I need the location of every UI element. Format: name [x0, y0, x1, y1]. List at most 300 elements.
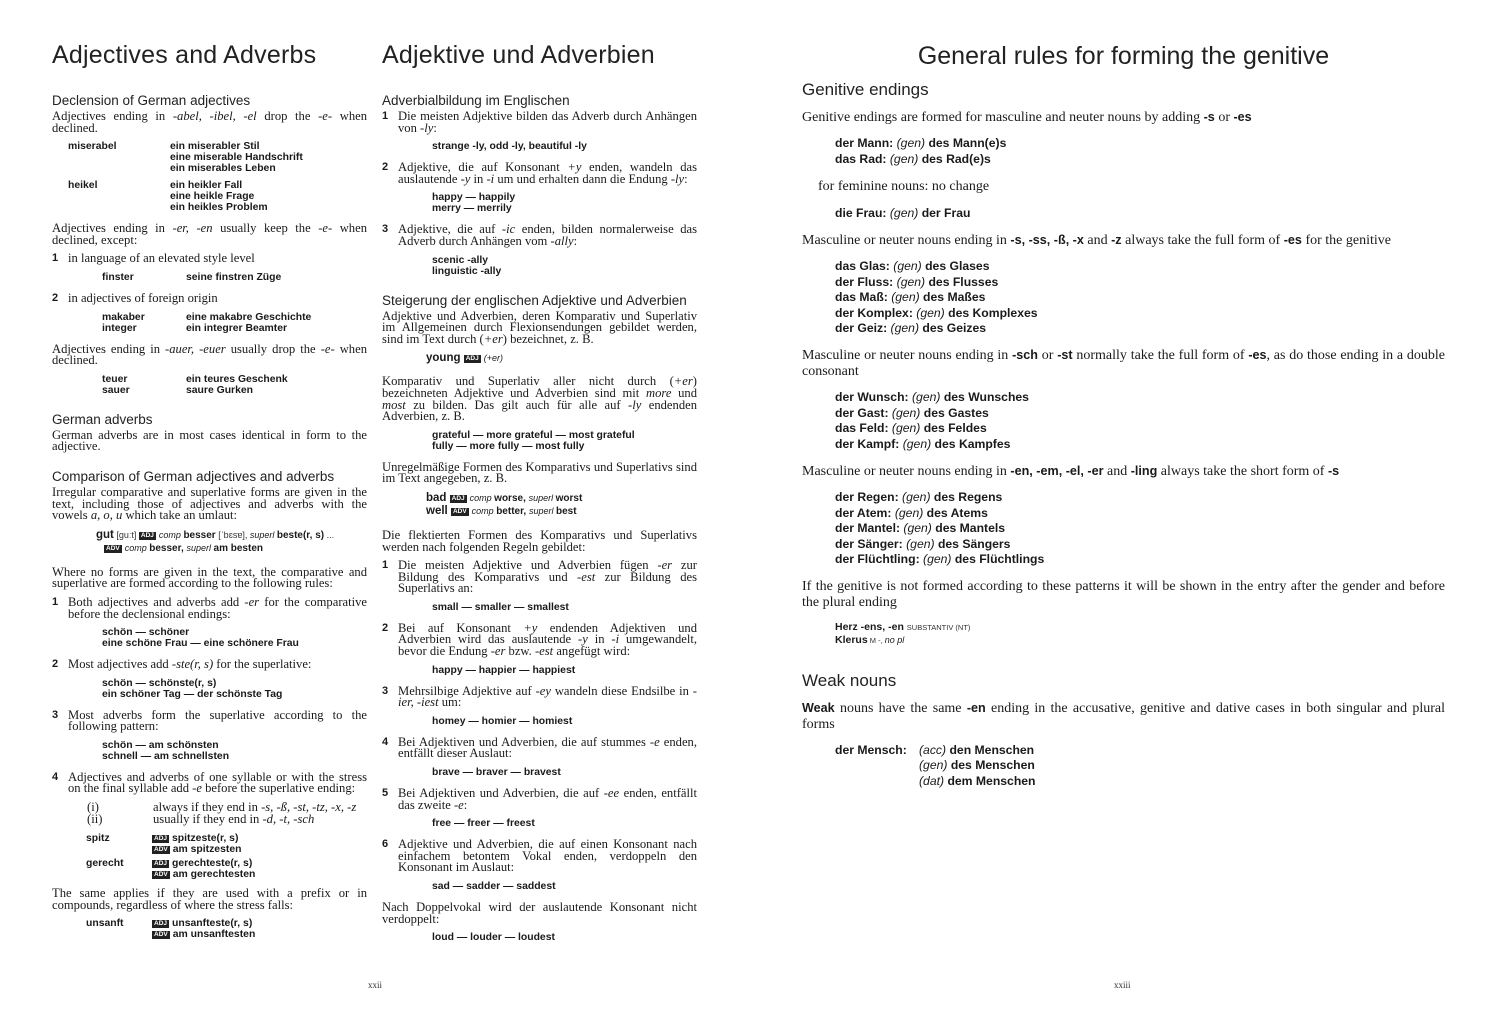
italic-text: more [646, 385, 672, 400]
text-run: Bei Adjektiven und Adverbien, die auf [398, 786, 604, 801]
rule-number: 1 [382, 559, 389, 572]
text-run: before the superlative ending: [201, 781, 356, 796]
adv-label: ADV [154, 871, 168, 879]
example-form: ein miserables Leben [170, 163, 276, 175]
italic-text: +y [523, 620, 538, 635]
numbered-rule [382, 788, 697, 811]
text-run: happy — happier — happiest [432, 664, 576, 676]
example-line [835, 552, 1445, 567]
superlative-forms [152, 918, 255, 940]
italic-text: (gen) [911, 390, 941, 405]
text-run: Adjektive, die auf Konsonant [398, 160, 568, 175]
rule-number: 2 [52, 291, 59, 304]
rule-number: 1 [382, 110, 389, 122]
text-run: des Mantels [931, 521, 1006, 536]
small-text: [ˈbɛsɐ], [215, 529, 250, 540]
italic-text: (gen) [896, 274, 926, 289]
example-form: eine makabre Geschichte [186, 311, 312, 323]
text-run: Adjektive und Adverbien, die auf einen Konsonant nach einfachem betontem Vokal enden, verdoppeln den Konsonant im Auslaut: [398, 837, 697, 875]
example-line [102, 638, 367, 649]
condition-numeral: (ii) [87, 811, 103, 826]
italic-text: -er [657, 558, 673, 573]
text-run: der Komplex: [835, 305, 917, 320]
example-line [835, 390, 1445, 405]
rule-number: 2 [382, 621, 389, 634]
text-run: : [433, 120, 437, 135]
text-run: den Menschen [946, 742, 1035, 757]
rule-number: 4 [52, 770, 59, 783]
italic-text: -auer, -euer [165, 341, 226, 356]
italic-text: (gen) [889, 151, 919, 166]
example-line [835, 321, 1445, 336]
rule-number: 1 [52, 595, 59, 608]
left-page-column-german [382, 40, 697, 953]
example-block [432, 430, 697, 452]
example-form: ein heikler Fall [170, 180, 243, 192]
example-table [52, 374, 367, 396]
text-run: The same applies if they are used with a prefix or in compounds, regardless of where the stress falls: [52, 886, 367, 912]
italic-text: most [382, 397, 406, 412]
text-run: Unregelmäßige Formen des Komparativs und Superlativs sind im Text angegeben, z. B. [382, 459, 697, 486]
adv-superlative: am gerechtesten [172, 869, 256, 881]
paragraph [382, 459, 697, 486]
bold-text: besser, [149, 542, 187, 554]
bold-text: -es [1283, 233, 1302, 248]
italic-text: -ier, -iest [398, 683, 697, 710]
headword: gut [96, 528, 114, 541]
italic-text: -er [490, 644, 506, 659]
text-run: der Geiz: [835, 321, 891, 336]
text-run: Nach Doppelvokal wird der auslautende Konsonant nicht verdoppelt: [382, 900, 697, 926]
example-table [52, 141, 367, 213]
text-run: small — smaller — smallest [432, 601, 569, 613]
example-line [835, 406, 1445, 421]
numbered-rule [382, 560, 697, 595]
example-line [835, 206, 1445, 221]
text-run: Mehrsilbige Adjektive auf [398, 683, 536, 698]
text-run: Adjektive, die auf [398, 222, 502, 237]
text-run: Die flektierten Formen des Komparativs und Superlativs werden nach folgenden Regeln gebildet: [382, 527, 697, 554]
adj-superlative: gerechteste(r, s) [172, 858, 253, 870]
bold-text: Herz [835, 621, 858, 634]
text-run: grateful — more grateful — most grateful [432, 429, 635, 441]
text-run: If the genitive is not formed according to these patterns it will be shown in the entry after the gender and before the plural ending [802, 579, 1445, 610]
adjective-form [152, 858, 255, 869]
italic-text: superl [528, 505, 556, 516]
example-block [432, 932, 697, 943]
paragraph [382, 527, 697, 554]
italic-text: -y [578, 632, 588, 647]
text-run: Die meisten Adjektive bilden das Adverb durch Anhängen von [398, 109, 697, 135]
declension-noun: der Mensch: [835, 742, 907, 757]
text-run: for feminine nouns: no change [818, 179, 990, 195]
example-forms [186, 323, 287, 334]
bold-text: -s [1203, 110, 1215, 124]
example-line [432, 665, 697, 676]
adverb-form [152, 844, 241, 855]
section-heading: Genitive endings [802, 80, 929, 99]
text-run: der Regen: [835, 490, 903, 505]
text-run: Genitive endings are formed for masculine and neuter nouns by adding [802, 110, 1204, 125]
italic-text: (gen) [919, 758, 948, 773]
text-run: dem Menschen [944, 773, 1036, 788]
page-number-right: xxiii [1114, 980, 1131, 990]
example-line [432, 266, 697, 277]
italic-text: (gen) [916, 305, 945, 320]
text-run: endenden Adjektiven und Adverbien wird das auslautende [398, 620, 697, 647]
example-line [432, 818, 697, 829]
example-form: ein heikles Problem [170, 202, 268, 214]
small-text: ... [324, 529, 335, 540]
text-run: der Mantel: [835, 521, 904, 536]
text-run: brave — braver — bravest [432, 767, 561, 779]
text-run: when declined, except: [52, 221, 367, 247]
italic-text: -ee [603, 786, 620, 801]
paragraph [52, 888, 367, 911]
numbered-rule [52, 594, 367, 621]
italic-text: a, o, u [90, 508, 123, 523]
section-title: Adjectives and Adverbs [52, 41, 317, 69]
text-run: des Sängers [934, 536, 1011, 551]
paragraph [802, 348, 1445, 379]
paragraph [802, 110, 1445, 125]
italic-text: (+er) [483, 353, 503, 364]
bold-text: -st [1057, 348, 1073, 363]
section-heading: German adverbs [52, 411, 153, 427]
example-line [432, 881, 697, 892]
text-run: happy — happily [432, 192, 516, 204]
example-line [835, 306, 1445, 321]
text-run: : [573, 233, 578, 248]
example-block [432, 818, 697, 829]
italic-text: -ly [670, 171, 685, 186]
superlative-row [86, 918, 367, 940]
example-line [432, 203, 697, 214]
entry-line [835, 621, 1445, 634]
bold-text: beste(r, s) [276, 529, 325, 541]
text-run: Bei auf Konsonant [398, 620, 524, 635]
text-run: usually drop the [225, 341, 321, 356]
superlative-term: gerecht [86, 858, 124, 870]
italic-text: -e [453, 797, 464, 812]
italic-text: comp [158, 529, 184, 540]
text-run: des Flusses [925, 274, 999, 289]
example-line [432, 192, 697, 203]
text-run: when declined. [52, 109, 367, 135]
paragraph [802, 579, 1445, 610]
italic-text: (gen) [903, 521, 932, 536]
example-form: seine finstren Züge [186, 271, 282, 283]
italic-text: -est [534, 644, 554, 659]
italic-text: -e- [318, 221, 333, 236]
text-run: des Kampfes [931, 436, 1011, 451]
superlative-term: spitz [86, 833, 110, 845]
example-line [432, 716, 697, 727]
text-run: enden, wandeln das auslautende [398, 160, 697, 186]
text-run: ending in the accusative, genitive and dative cases in both singular and plural forms [802, 701, 1446, 732]
example-line [432, 430, 697, 441]
italic-text: -e [192, 781, 202, 796]
example-forms [186, 374, 288, 385]
bold-text: -ling [1130, 463, 1158, 478]
text-run: angefügt wird: [553, 644, 631, 659]
text-run: der Wunsch: [835, 390, 912, 405]
numbered-rule [382, 111, 697, 134]
example-line [432, 441, 697, 452]
text-run: which take an umlaut: [122, 508, 238, 523]
example-term: makaber [102, 311, 145, 323]
italic-text: (gen) [923, 551, 952, 566]
text-run: : [463, 797, 468, 812]
example-block [432, 665, 697, 676]
condition-text [153, 811, 315, 826]
text-run: des Maßes [919, 290, 986, 305]
example-term: heikel [68, 180, 98, 192]
italic-text: +y [567, 160, 582, 175]
text-run: schön — am schönsten [102, 739, 219, 751]
text-run: ) bezeichneten Adjektive und Adverbien sind mit [382, 374, 697, 400]
text-run: bzw. [505, 644, 535, 659]
italic-text: comp [471, 505, 497, 516]
rule-number: 6 [382, 838, 389, 851]
italic-text: -ey [535, 683, 551, 698]
text-run: in [470, 171, 487, 186]
italic-text: (gen) [891, 405, 921, 420]
example-block [432, 602, 697, 613]
text-run: sad — sadder — saddest [432, 881, 556, 892]
example-line [835, 521, 1445, 536]
condition-row [87, 811, 367, 826]
numbered-rule [382, 683, 697, 710]
bold-text: best [556, 505, 577, 517]
numbered-rule [382, 620, 697, 659]
declension-example [835, 743, 1445, 789]
example-term: integer [102, 322, 137, 334]
text-run: always take the full form of [1121, 233, 1284, 249]
text-run: nouns have the same [834, 701, 967, 717]
example-form: ein integrer Beamter [186, 322, 288, 334]
text-run: der Frau [918, 205, 971, 220]
example-form: eine heikle Frage [170, 191, 255, 203]
text-run: German adverbs are in most cases identical in form to the adjective. [52, 427, 367, 454]
example-line [432, 602, 697, 613]
example-forms [186, 385, 253, 396]
text-run: Die meisten Adjektive und Adverbien fügen [398, 558, 658, 573]
text-run: ein schöner Tag — der schönste Tag [102, 688, 283, 700]
bold-text: worst [555, 492, 583, 504]
text-run: das Glas: [835, 259, 894, 274]
italic-text: (acc) [919, 742, 947, 757]
text-run: loud — louder — loudest [432, 932, 555, 944]
text-run: des Mann(e)s [925, 136, 1007, 151]
example-line [835, 537, 1445, 552]
text-run: for the comparative before the declensional endings: [68, 594, 367, 621]
adv-superlative: am unsanftesten [172, 929, 256, 941]
italic-text: +er [673, 374, 693, 389]
text-run: das Maß: [835, 290, 892, 305]
bold-text: -es [1248, 348, 1267, 363]
text-run: for the superlative: [213, 657, 312, 672]
example-block [102, 627, 367, 649]
example-term: miserabel [68, 141, 117, 153]
small-caps-text: M -, [867, 636, 885, 646]
text-run: Adjectives ending in [52, 341, 166, 356]
section-heading: Weak nouns [802, 671, 897, 691]
italic-text: superl [249, 529, 277, 540]
text-run: um und erhalten dann die Endung [494, 171, 671, 186]
example-line [835, 136, 1445, 151]
adv-label: ADV [154, 931, 168, 939]
example-row [52, 180, 367, 213]
text-run: in language of an elevated style level [68, 251, 255, 266]
text-run: des Komplexes [944, 305, 1038, 320]
adverb-form [152, 929, 255, 940]
text-run: Komparativ und Superlativ aller nicht durch ( [382, 374, 674, 389]
example-line [835, 437, 1445, 452]
rule-number: 2 [52, 658, 59, 671]
example-row [52, 141, 367, 174]
bold-text: -es [1233, 110, 1252, 124]
text-run: Most adjectives add [68, 657, 172, 672]
text-run: enden, entfällt dieser Auslaut: [398, 734, 697, 761]
small-caps-text: SUBSTANTIV (NT) [906, 623, 971, 633]
example-form: eine miserable Handschrift [170, 152, 303, 164]
text-run: Both adjectives and adverbs add [68, 594, 245, 609]
example-block [432, 141, 697, 152]
example-form: ein miserabler Stil [170, 141, 260, 153]
text-run: in adjectives of foreign origin [68, 290, 218, 305]
text-run: zur Bildung des Komparativs und [398, 558, 697, 584]
example-block [835, 206, 1445, 221]
text-run: Masculine or neuter nouns ending in [802, 233, 1011, 249]
rule-number: 2 [382, 161, 389, 174]
italic-text: (gen) [902, 436, 932, 451]
example-form: saure Gurken [186, 384, 253, 396]
text-run: das Feld: [835, 421, 892, 436]
italic-text: superl [186, 542, 214, 553]
text-run: or [1037, 348, 1058, 364]
entry-line [835, 634, 1445, 647]
text-run: homey — homier — homiest [432, 715, 573, 727]
text-run: des Atems [923, 505, 988, 520]
bold-text: Weak [802, 701, 835, 716]
example-line [835, 259, 1445, 274]
text-run: , as do those ending in a double consonant [802, 348, 1445, 379]
entry-line [426, 492, 697, 505]
paragraph [52, 111, 367, 134]
text-run: for the genitive [1301, 233, 1391, 249]
example-row [52, 374, 367, 385]
text-run: scenic -ally [432, 254, 489, 266]
text-run: and [1083, 233, 1112, 249]
text-run: strange -ly, odd -ly, beautiful -ly [432, 141, 587, 153]
italic-text: -er [244, 594, 260, 609]
text-run: Where no forms are given in the text, the comparative and superlative are formed according to the following rules: [52, 564, 367, 591]
text-run: Masculine or neuter nouns ending in [802, 348, 1013, 364]
example-line [432, 141, 697, 152]
italic-text: (gen) [891, 290, 920, 305]
text-run: fully — more fully — most fully [432, 440, 585, 452]
example-line [102, 627, 367, 638]
text-run: always if they end in [153, 800, 262, 815]
italic-text: -abel, -ibel, -el [172, 109, 257, 123]
rule-number: 4 [382, 735, 389, 748]
example-term: teuer [102, 373, 128, 385]
bold-text: Klerus [835, 634, 868, 647]
rule-number: 3 [382, 223, 389, 236]
text-run: des Feldes [920, 421, 987, 436]
page-number-left: xxii [368, 980, 383, 990]
text-run: when declined. [52, 341, 367, 368]
italic-text: -er, -en [172, 221, 213, 236]
text-run: usually keep the [212, 221, 319, 236]
bold-text: -en, -em, -el, -er [1010, 463, 1104, 478]
paragraph [52, 564, 367, 591]
italic-text: -e- [320, 341, 335, 356]
italic-text: -y [460, 171, 471, 186]
superlative-term: unsanft [86, 918, 124, 930]
headword: well [426, 504, 451, 517]
italic-text: (gen) [896, 136, 926, 151]
adjective-form [152, 918, 255, 929]
dictionary-entry-sample [426, 492, 697, 518]
example-row [52, 385, 367, 396]
italic-text: -i [611, 632, 620, 647]
right-page-title: General rules for forming the genitive [917, 42, 1330, 70]
paragraph [382, 376, 697, 422]
example-table [52, 272, 367, 283]
example-line [835, 290, 1445, 305]
paragraph [52, 223, 367, 246]
italic-text: no pl [884, 635, 905, 646]
rule-number: 3 [52, 708, 59, 721]
pos-label: ADV [106, 544, 120, 552]
bold-text: -z [1111, 233, 1122, 248]
text-run: and [1103, 463, 1131, 479]
text-run: des Flüchtlings [951, 551, 1045, 566]
text-run: enden, entfällt das zweite [398, 786, 697, 812]
section-title: Adjektive und Adverbien [382, 41, 655, 69]
text-run: des Glases [921, 259, 990, 274]
text-run: des Gastes [920, 405, 989, 420]
example-row [52, 272, 367, 283]
text-run: ) bezeichnet, z. B. [502, 331, 594, 346]
entry-line [426, 352, 697, 364]
example-table [52, 312, 367, 334]
text-run: linguistic -ally [432, 265, 502, 277]
example-line [835, 275, 1445, 290]
bold-text: -ens, -en [857, 621, 907, 634]
numbered-rule [52, 707, 367, 734]
italic-text: -est [577, 569, 596, 584]
pos-label: ADV [452, 507, 467, 515]
bold-text: -s [1327, 463, 1340, 478]
text-run: um: [438, 695, 462, 710]
adj-label: ADJ [154, 860, 168, 868]
text-run: Adjectives and adverbs of one syllable or with the stress on the final syllable add [68, 769, 367, 796]
superlative-table [86, 918, 367, 940]
example-forms [186, 272, 281, 283]
adjective-form [152, 833, 241, 844]
italic-text: (gen) [893, 259, 922, 274]
declension-line [919, 743, 1036, 758]
text-run: : [684, 171, 688, 186]
adj-label: ADJ [154, 835, 168, 843]
italic-text: (gen) [906, 536, 935, 551]
paragraph [382, 902, 697, 925]
section-heading: Comparison of German adjectives and adverbs [52, 468, 335, 484]
example-block [432, 192, 697, 214]
